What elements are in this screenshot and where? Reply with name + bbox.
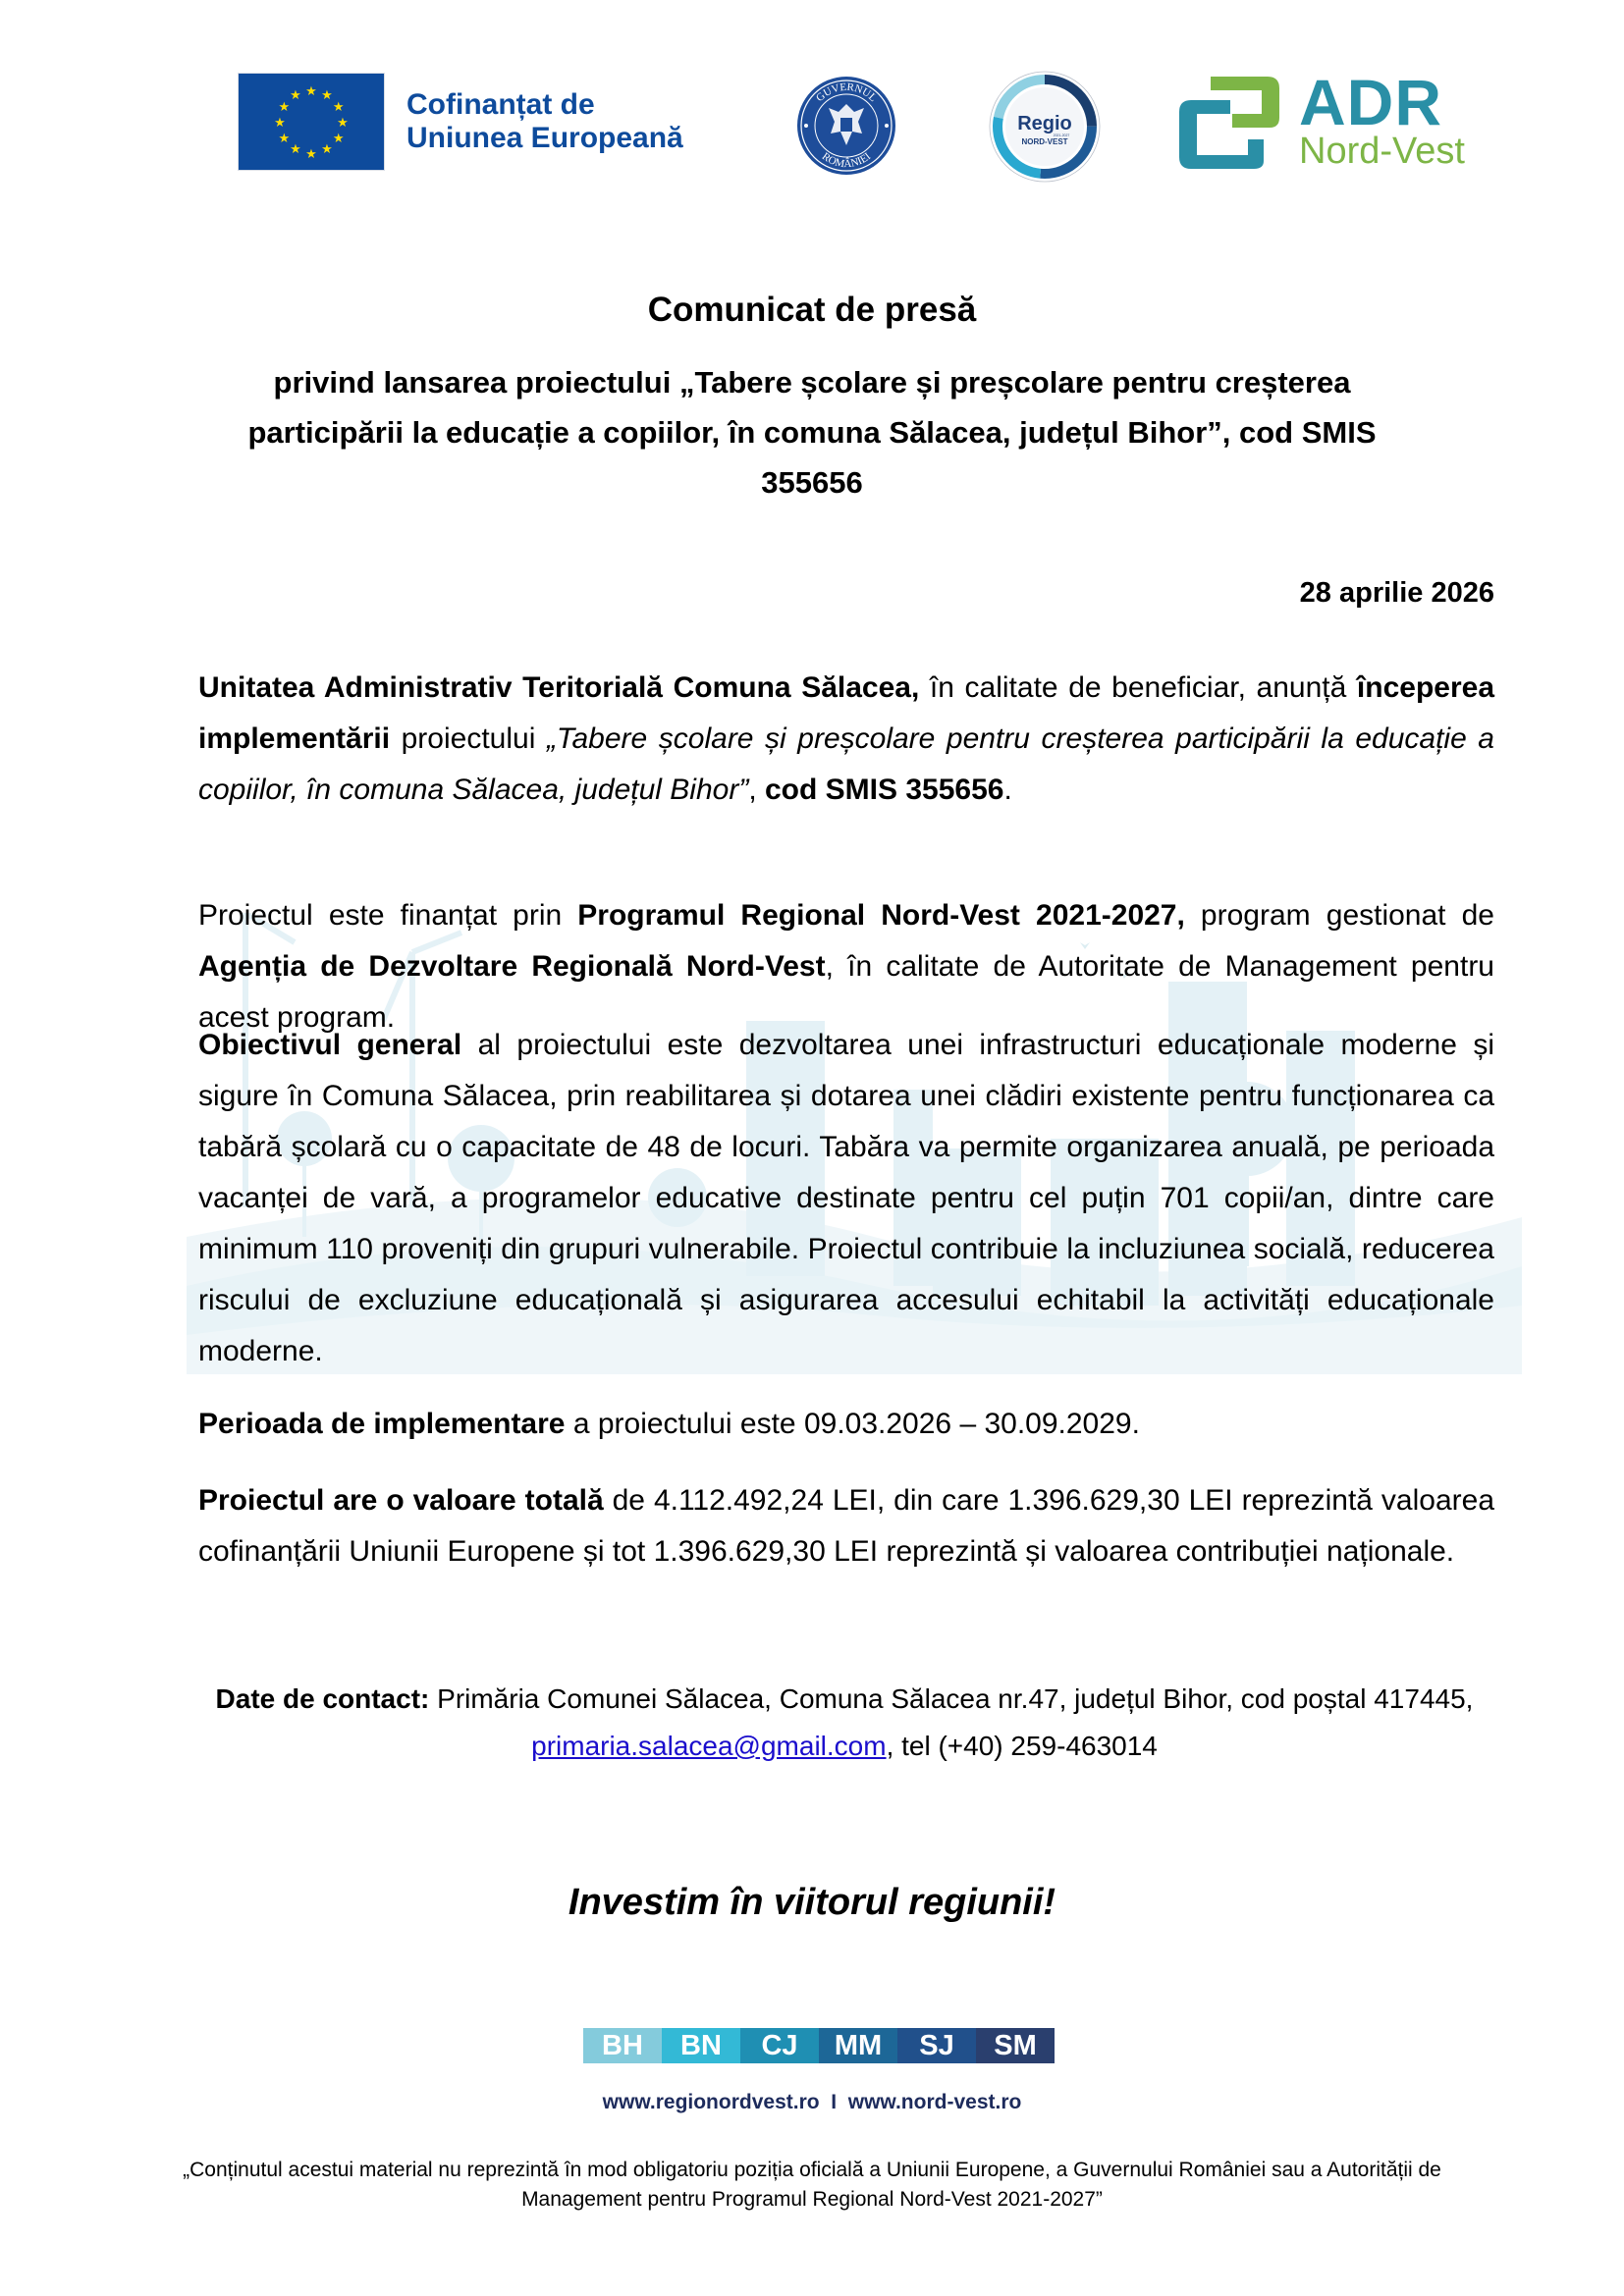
eu-cofunding-logo	[238, 73, 683, 171]
beneficiary-name: Unitatea Administrativ Teritorială Comuna Sălacea,	[198, 671, 920, 704]
contact-label: Date de contact:	[215, 1683, 430, 1714]
romanian-government-seal-icon	[795, 75, 897, 177]
p1-text4: .	[1003, 774, 1012, 806]
implementation-start: începerea implementării	[198, 671, 1495, 755]
eu-star-icon: ★	[305, 145, 317, 161]
program-name: Programul Regional Nord-Vest 2021-2027,	[577, 899, 1185, 932]
county-sj: SJ	[897, 2028, 976, 2063]
p2-text1: Proiectul este finanțat prin	[198, 899, 578, 932]
agency-name: Agenția de Dezvoltare Regională Nord-Vest	[198, 950, 826, 983]
county-bar	[583, 2028, 1055, 2063]
regio-nord-vest-logo	[987, 69, 1103, 185]
eu-logo-text	[406, 88, 683, 155]
eu-star-icon: ★	[305, 82, 317, 98]
p2-text2: program gestionat de	[1184, 899, 1494, 932]
p4-text1: a proiectului este 09.03.2026 – 30.09.2029.	[565, 1408, 1140, 1440]
document-subtitle: privind lansarea proiectului „Tabere școlare și preșcolare pentru creșterea participării la educație a copiilor, în comuna Sălacea, județul Bihor”, cod SMIS 355656	[247, 365, 1377, 500]
eu-flag-icon	[238, 73, 385, 171]
gov-seal-top-text: GUVERNUL	[813, 80, 880, 105]
p1-text2: proiectului	[390, 722, 547, 755]
contact-details	[196, 1676, 1492, 1770]
eu-star-icon: ★	[290, 86, 301, 102]
value-label: Proiectul are o valoare totală	[198, 1484, 604, 1517]
smis-code: cod SMIS 355656	[765, 774, 1004, 806]
gov-seal-bottom-text: ROMÂNIEI	[819, 150, 874, 171]
paragraph-value	[198, 1475, 1494, 1577]
eu-star-icon: ★	[274, 114, 286, 130]
p1-text1: în calitate de beneficiar, anunță	[919, 671, 1357, 704]
adr-nord-vest-logo	[1173, 66, 1465, 173]
p5-text1: de 4.112.492,24 LEI, din care 1.396.629,30 LEI reprezintă valoarea cofinanțării Uniunii Europene și tot 1.396.629,30 LEI reprezintă și valoarea contribuției naționale.	[198, 1484, 1495, 1568]
county-bn: BN	[662, 2028, 740, 2063]
document-date: 28 aprilie 2026	[1299, 577, 1494, 609]
eu-logo-line2: Uniunea Europeană	[406, 122, 683, 154]
eu-star-icon: ★	[278, 98, 291, 114]
regio-years: 2021-2027	[1053, 133, 1070, 137]
paragraph-objective	[198, 1020, 1494, 1377]
project-title-italic: „Tabere școlare și preșcolare pentru creșterea participării la educație a copiilor, în comuna Sălacea, județul Bihor”	[198, 722, 1494, 806]
county-bh: BH	[583, 2028, 662, 2063]
eu-star-icon: ★	[290, 141, 301, 157]
adr-subtitle: Nord-Vest	[1299, 131, 1465, 172]
paragraph-beneficiary	[198, 663, 1494, 816]
adr-title: ADR	[1299, 66, 1442, 138]
county-cj: CJ	[740, 2028, 819, 2063]
adr-mark-icon	[1173, 71, 1285, 173]
p2-text3: , în calitate de Autoritate de Management pentru acest program.	[198, 950, 1494, 1034]
period-label: Perioada de implementare	[198, 1408, 566, 1440]
eu-logo-line1: Cofinanțat de	[406, 88, 595, 121]
eu-star-icon: ★	[332, 130, 345, 145]
contact-text2: , tel (+40) 259-463014	[886, 1731, 1158, 1761]
eu-star-icon: ★	[337, 114, 349, 130]
county-sm: SM	[976, 2028, 1055, 2063]
objective-label: Obiectivul general	[198, 1029, 462, 1061]
paragraph-period	[198, 1399, 1494, 1450]
motto: Investim în viitorul regiunii!	[568, 1882, 1056, 1923]
eu-star-icon: ★	[278, 130, 291, 145]
eu-star-icon: ★	[321, 141, 333, 157]
regio-title: Regio	[1017, 113, 1072, 134]
p1-text3: ,	[748, 774, 765, 806]
email-link[interactable]: primaria.salacea@gmail.com	[531, 1731, 887, 1761]
county-mm: MM	[819, 2028, 897, 2063]
p3-text1: al proiectului este dezvoltarea unei infrastructuri educaționale moderne și sigure în Comuna Sălacea, prin reabilitarea și dotarea unei clădiri existente pentru funcționarea ca tabără școlară cu o capacitate de 48 de locuri. Tabăra va permite organizarea anuală, pe perioada vacanței de vară, a programelor educative destinate pentru cel puțin 701 copii/an, dintre care minimum 110 proveniți din grupuri vulnerabile. Proiectul contribuie la incluziunea socială, reducerea riscului de excluziune educațională și asigurarea accesului echitabil la activități educaționale moderne.	[198, 1029, 1494, 1367]
website-links: www.regionordvest.ro I www.nord-vest.ro	[602, 2091, 1022, 2113]
disclaimer: „Conținutul acestui material nu reprezintă în mod obligatoriu poziția oficială a Uniunii Europene, a Guvernului României sau a Autorității de Management pentru Programul Regional Nord-Vest 2021-2027”	[183, 2159, 1441, 2211]
regio-subtitle: NORD-VEST	[1021, 137, 1068, 146]
eu-star-icon: ★	[332, 98, 345, 114]
document-title: Comunicat de presă	[647, 291, 977, 329]
contact-text1: Primăria Comunei Sălacea, Comuna Sălacea nr.47, județul Bihor, cod poștal 417445,	[429, 1683, 1474, 1714]
eu-star-icon: ★	[321, 86, 333, 102]
